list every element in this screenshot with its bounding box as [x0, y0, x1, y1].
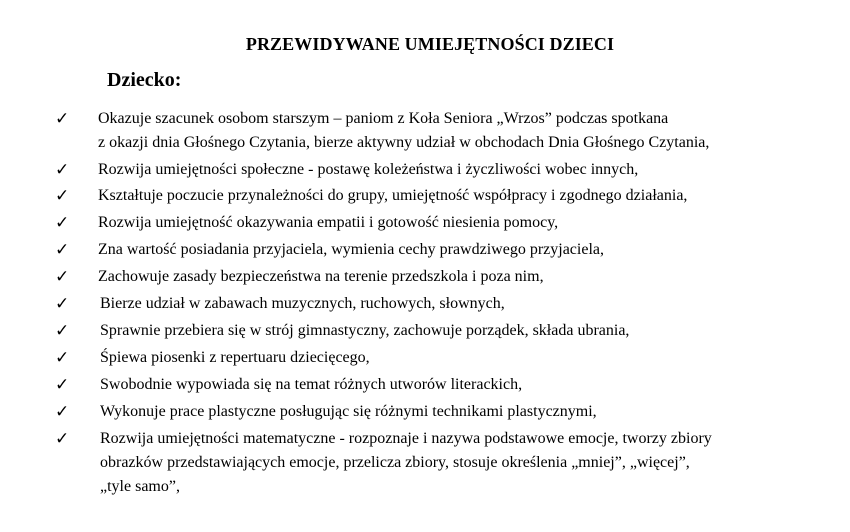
- list-item-text: Zna wartość posiadania przyjaciela, wymienia cechy prawdziwego przyjaciela,: [98, 241, 604, 258]
- list-item-text: z okazji dnia Głośnego Czytania, bierze aktywny udział w obchodach Dnia Głośnego Czytania,: [98, 134, 710, 151]
- list-item-text: Bierze udział w zabawach muzycznych, ruchowych, słownych,: [100, 295, 505, 312]
- list-item-text: Sprawnie przebiera się w strój gimnastyczny, zachowuje porządek, składa ubrania,: [100, 322, 630, 339]
- checkmark-icon: ✓: [55, 375, 70, 395]
- list-item-text: Swobodnie wypowiada się na temat różnych utworów literackich,: [100, 376, 523, 393]
- list-item-text: Wykonuje prace plastyczne posługując się różnymi technikami plastycznymi,: [100, 403, 597, 420]
- list-item-text: „tyle samo”,: [100, 478, 180, 495]
- list-item-text: obrazków przedstawiających emocje, przelicza zbiory, stosuje określenia „mniej”, „więcej”,: [100, 454, 690, 471]
- section-heading: Dziecko:: [107, 69, 182, 91]
- checkmark-icon: ✓: [55, 160, 70, 180]
- list-item-text: Śpiewa piosenki z repertuaru dziecięcego,: [100, 349, 370, 366]
- checkmark-icon: ✓: [55, 321, 70, 341]
- checkmark-icon: ✓: [55, 348, 70, 368]
- checkmark-icon: ✓: [55, 294, 70, 314]
- checkmark-icon: ✓: [55, 402, 70, 422]
- list-item-text: Kształtuje poczucie przynależności do grupy, umiejętność współpracy i zgodnego działania,: [98, 187, 688, 204]
- list-item-text: Rozwija umiejętność okazywania empatii i gotowość niesienia pomocy,: [98, 214, 559, 231]
- checkmark-icon: ✓: [55, 429, 70, 449]
- checkmark-icon: ✓: [55, 267, 70, 287]
- checkmark-icon: ✓: [55, 186, 70, 206]
- checkmark-icon: ✓: [55, 240, 70, 260]
- checkmark-icon: ✓: [55, 109, 70, 129]
- list-item-text: Rozwija umiejętności społeczne - postawę koleżeństwa i życzliwości wobec innych,: [98, 161, 639, 178]
- checkmark-icon: ✓: [55, 213, 70, 233]
- list-item-text: Zachowuje zasady bezpieczeństwa na terenie przedszkola i poza nim,: [98, 268, 544, 285]
- list-item-text: Rozwija umiejętności matematyczne - rozpoznaje i nazywa podstawowe emocje, tworzy zbiory: [100, 430, 712, 447]
- list-item-text: Okazuje szacunek osobom starszym – paniom z Koła Seniora „Wrzos” podczas spotkana: [98, 110, 669, 127]
- page-title: PRZEWIDYWANE UMIEJĘTNOŚCI DZIECI: [245, 34, 615, 54]
